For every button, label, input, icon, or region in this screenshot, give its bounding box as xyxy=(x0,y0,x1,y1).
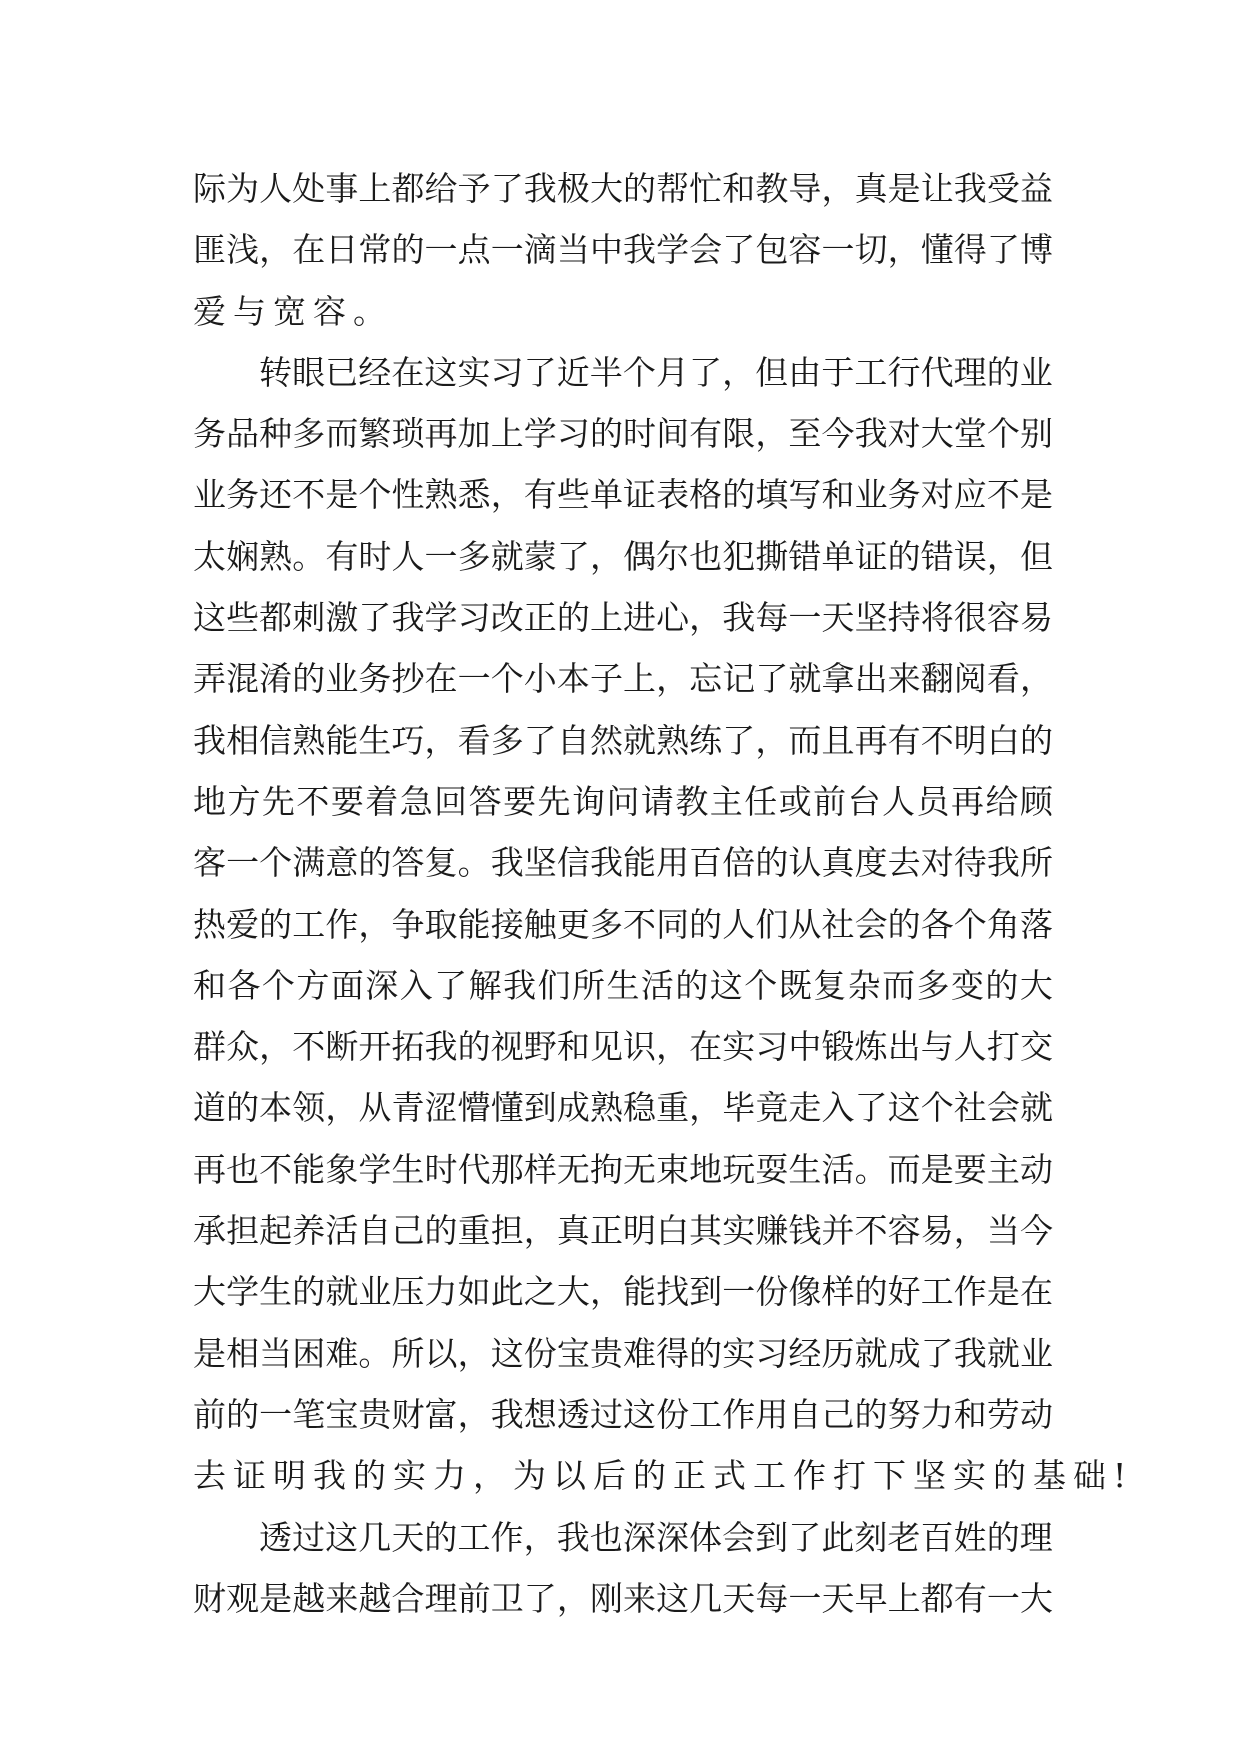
text-line: 这 些 都 刺 激 了 我 学 习 改 正 的 上 进 心 ， 我 每 一 天 坚 持 将 很 容 易 xyxy=(193,598,1053,638)
text-line: 匪 浅 ， 在 日 常 的 一 点 一 滴 当 中 我 学 会 了 包 容 一 切 ， 懂 得 了 博 xyxy=(193,230,1053,270)
text-line: 群 众 ， 不 断 开 拓 我 的 视 野 和 见 识 ， 在 实 习 中 锻 炼 出 与 人 打 交 xyxy=(193,1027,1053,1067)
text-line: 热 爱 的 工 作 ， 争 取 能 接 触 更 多 不 同 的 人 们 从 社 会 的 各 个 角 落 xyxy=(193,904,1053,944)
text-line: 透 过 这 几 天 的 工 作 ， 我 也 深 深 体 会 到 了 此 刻 老 百 姓 的 理 xyxy=(259,1517,1053,1557)
text-line: 弄 混 淆 的 业 务 抄 在 一 个 小 本 子 上 ， 忘 记 了 就 拿 出 来 翻 阅 看 ， xyxy=(193,659,1053,699)
text-line: 转 眼 已 经 在 这 实 习 了 近 半 个 月 了 ， 但 由 于 工 行 代 理 的 业 xyxy=(259,352,1053,392)
text-line: 业 务 还 不 是 个 性 熟 悉 ， 有 些 单 证 表 格 的 填 写 和 业 务 对 应 不 是 xyxy=(193,475,1053,515)
text-line: 大 学 生 的 就 业 压 力 如 此 之 大 ， 能 找 到 一 份 像 样 的 好 工 作 是 在 xyxy=(193,1272,1053,1312)
text-line: 是 相 当 困 难 。 所 以 ， 这 份 宝 贵 难 得 的 实 习 经 历 就 成 了 我 就 业 xyxy=(193,1333,1053,1373)
text-line: 太 娴 熟 。 有 时 人 一 多 就 蒙 了 ， 偶 尔 也 犯 撕 错 单 证 的 错 误 ， 但 xyxy=(193,536,1053,576)
text-line: 客 一 个 满 意 的 答 复 。 我 坚 信 我 能 用 百 倍 的 认 真 度 去 对 待 我 所 xyxy=(193,843,1053,883)
text-line: 我 相 信 熟 能 生 巧 ， 看 多 了 自 然 就 熟 练 了 ， 而 且 再 有 不 明 白 的 xyxy=(193,720,1053,760)
text-line: 爱与宽容。 xyxy=(193,291,393,331)
text-line: 地 方 先 不 要 着 急 回 答 要 先 询 问 请 教 主 任 或 前 台 人 员 再 给 顾 xyxy=(193,781,1053,821)
text-line: 前 的 一 笔 宝 贵 财 富 ， 我 想 透 过 这 份 工 作 用 自 己 的 努 力 和 劳 动 xyxy=(193,1394,1053,1434)
text-line: 际 为 人 处 事 上 都 给 予 了 我 极 大 的 帮 忙 和 教 导 ， 真 是 让 我 受 益 xyxy=(193,169,1053,208)
body-text xyxy=(193,158,1134,1629)
text-line: 承 担 起 养 活 自 己 的 重 担 ， 真 正 明 白 其 实 赚 钱 并 不 容 易 ， 当 今 xyxy=(193,1211,1053,1251)
text-line: 务 品 种 多 而 繁 琐 再 加 上 学 习 的 时 间 有 限 ， 至 今 我 对 大 堂 个 别 xyxy=(193,414,1053,454)
text-line: 和 各 个 方 面 深 入 了 解 我 们 所 生 活 的 这 个 既 复 杂 而 多 变 的 大 xyxy=(193,965,1053,1005)
text-line: 财 观 是 越 来 越 合 理 前 卫 了 ， 刚 来 这 几 天 每 一 天 早 上 都 有 一 大 xyxy=(193,1578,1053,1618)
text-line: 再 也 不 能 象 学 生 时 代 那 样 无 拘 无 束 地 玩 耍 生 活 。 而 是 要 主 动 xyxy=(193,1149,1053,1189)
text-line: 去证明我的实力，为以后的正式工作打下坚实的基础! xyxy=(193,1456,1134,1496)
text-line: 道 的 本 领 ， 从 青 涩 懵 懂 到 成 熟 稳 重 ， 毕 竟 走 入 了 这 个 社 会 就 xyxy=(193,1088,1053,1128)
